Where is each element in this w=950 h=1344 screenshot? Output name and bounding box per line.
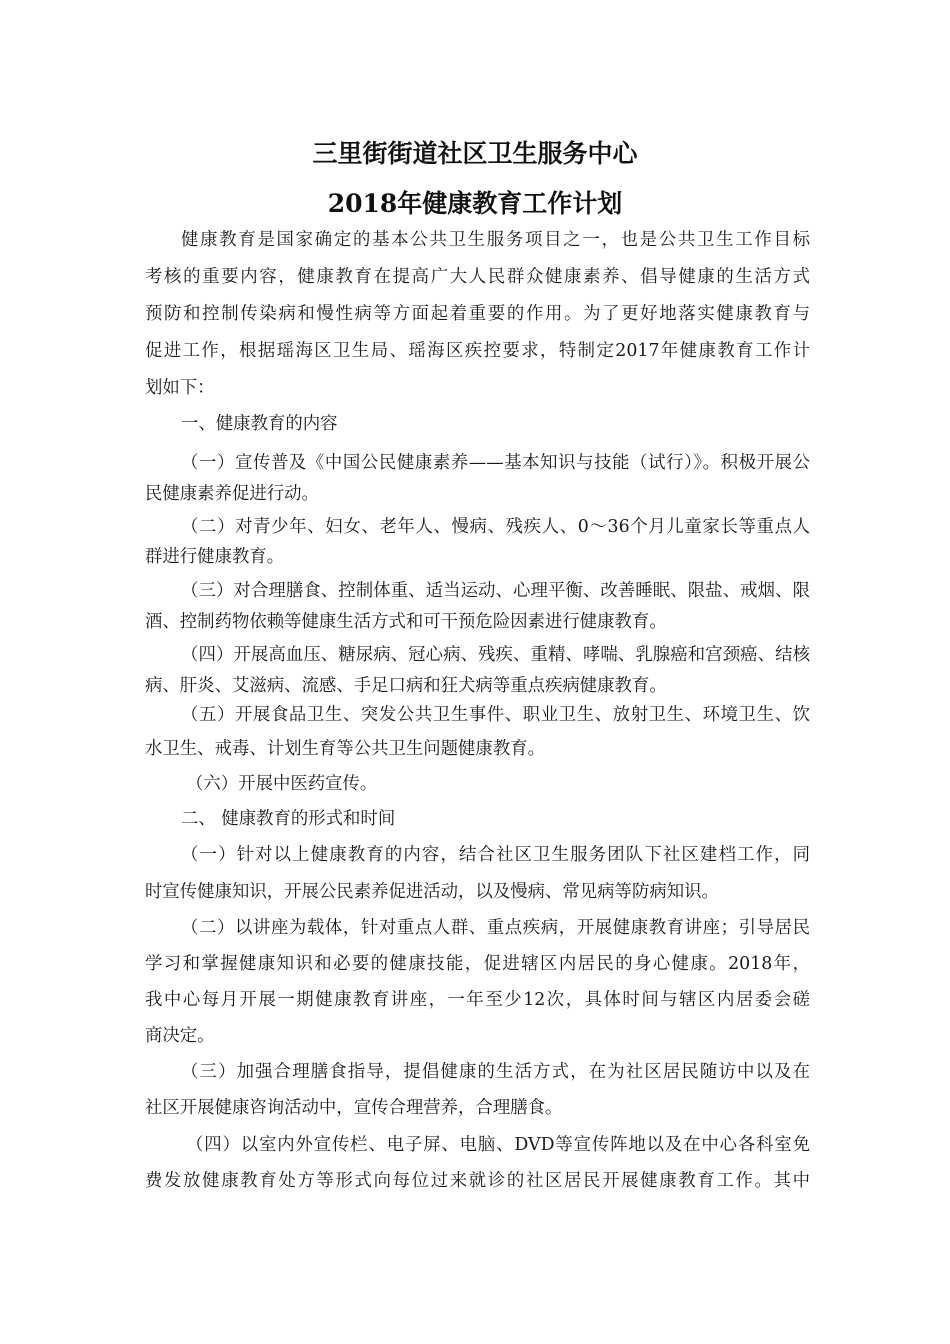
text-line: 促进工作，根据瑶海区卫生局、瑶海区疾控要求，特制定2017年健康教育工作计 xyxy=(145,341,810,361)
text-line: 预防和控制传染病和慢性病等方面起着重要的作用。为了更好地落实健康教育与 xyxy=(145,304,810,324)
text-line: 时宣传健康知识，开展公民素养促进活动，以及慢病、常见病等防病知识。 xyxy=(145,882,719,902)
document-title-line-2: 2018年健康教育工作计划 xyxy=(327,189,623,218)
text-line: 健康教育是国家确定的基本公共卫生服务项目之一，也是公共卫生工作目标 xyxy=(181,230,810,250)
text-line: （四）以室内外宣传栏、电子屏、电脑、DVD等宣传阵地以及在中心各科室免 xyxy=(186,1135,810,1155)
text-line: （六）开展中医药宣传。 xyxy=(186,774,378,794)
text-line: （二）对青少年、妇女、老年人、慢病、残疾人、0～36个月儿童家长等重点人 xyxy=(181,517,810,537)
text-line: （四）开展高血压、糖尿病、冠心病、残疾、重精、哮喘、乳腺癌和宫颈癌、结核 xyxy=(181,645,810,665)
text-line: 群进行健康教育。 xyxy=(145,547,285,567)
text-line: 民健康素养促进行动。 xyxy=(145,484,319,504)
text-line: 酒、控制药物依赖等健康生活方式和可干预危险因素进行健康教育。 xyxy=(145,612,667,632)
text-line: （三）对合理膳食、控制体重、适当运动、心理平衡、改善睡眠、限盐、戒烟、限 xyxy=(181,581,810,601)
text-line: 社区开展健康咨询活动中，宣传合理营养，合理膳食。 xyxy=(145,1098,563,1118)
text-line: 划如下： xyxy=(145,378,215,398)
text-line: 病、肝炎、艾滋病、流感、手足口病和狂犬病等重点疾病健康教育。 xyxy=(145,676,667,696)
text-line: （二）以讲座为载体，针对重点人群、重点疾病，开展健康教育讲座；引导居民 xyxy=(181,918,810,938)
section-heading: 一、健康教育的内容 xyxy=(181,414,338,434)
text-line: 水卫生、戒毒、计划生育等公共卫生问题健康教育。 xyxy=(145,739,545,759)
text-line: （三）加强合理膳食指导，提倡健康的生活方式，在为社区居民随访中以及在 xyxy=(181,1062,810,1082)
text-line: 学习和掌握健康知识和必要的健康技能，促进辖区内居民的身心健康。2018年， xyxy=(145,954,810,974)
section-heading: 二、 健康教育的形式和时间 xyxy=(181,809,396,829)
text-line: 商决定。 xyxy=(145,1026,215,1046)
text-line: 考核的重要内容，健康教育在提高广大人民群众健康素养、倡导健康的生活方式 xyxy=(145,267,810,287)
text-line: 我中心每月开展一期健康教育讲座，一年至少12次，具体时间与辖区内居委会磋 xyxy=(145,990,810,1010)
text-line: （一）宣传普及《中国公民健康素养——基本知识与技能（试行）》。积极开展公 xyxy=(181,453,810,473)
text-line: （一）针对以上健康教育的内容，结合社区卫生服务团队下社区建档工作，同 xyxy=(181,845,810,865)
document-title-line-1: 三里街街道社区卫生服务中心 xyxy=(312,139,638,168)
text-line: （五）开展食品卫生、突发公共卫生事件、职业卫生、放射卫生、环境卫生、饮 xyxy=(181,705,810,725)
text-line: 费发放健康教育处方等形式向每位过来就诊的社区居民开展健康教育工作。其中 xyxy=(145,1171,810,1191)
